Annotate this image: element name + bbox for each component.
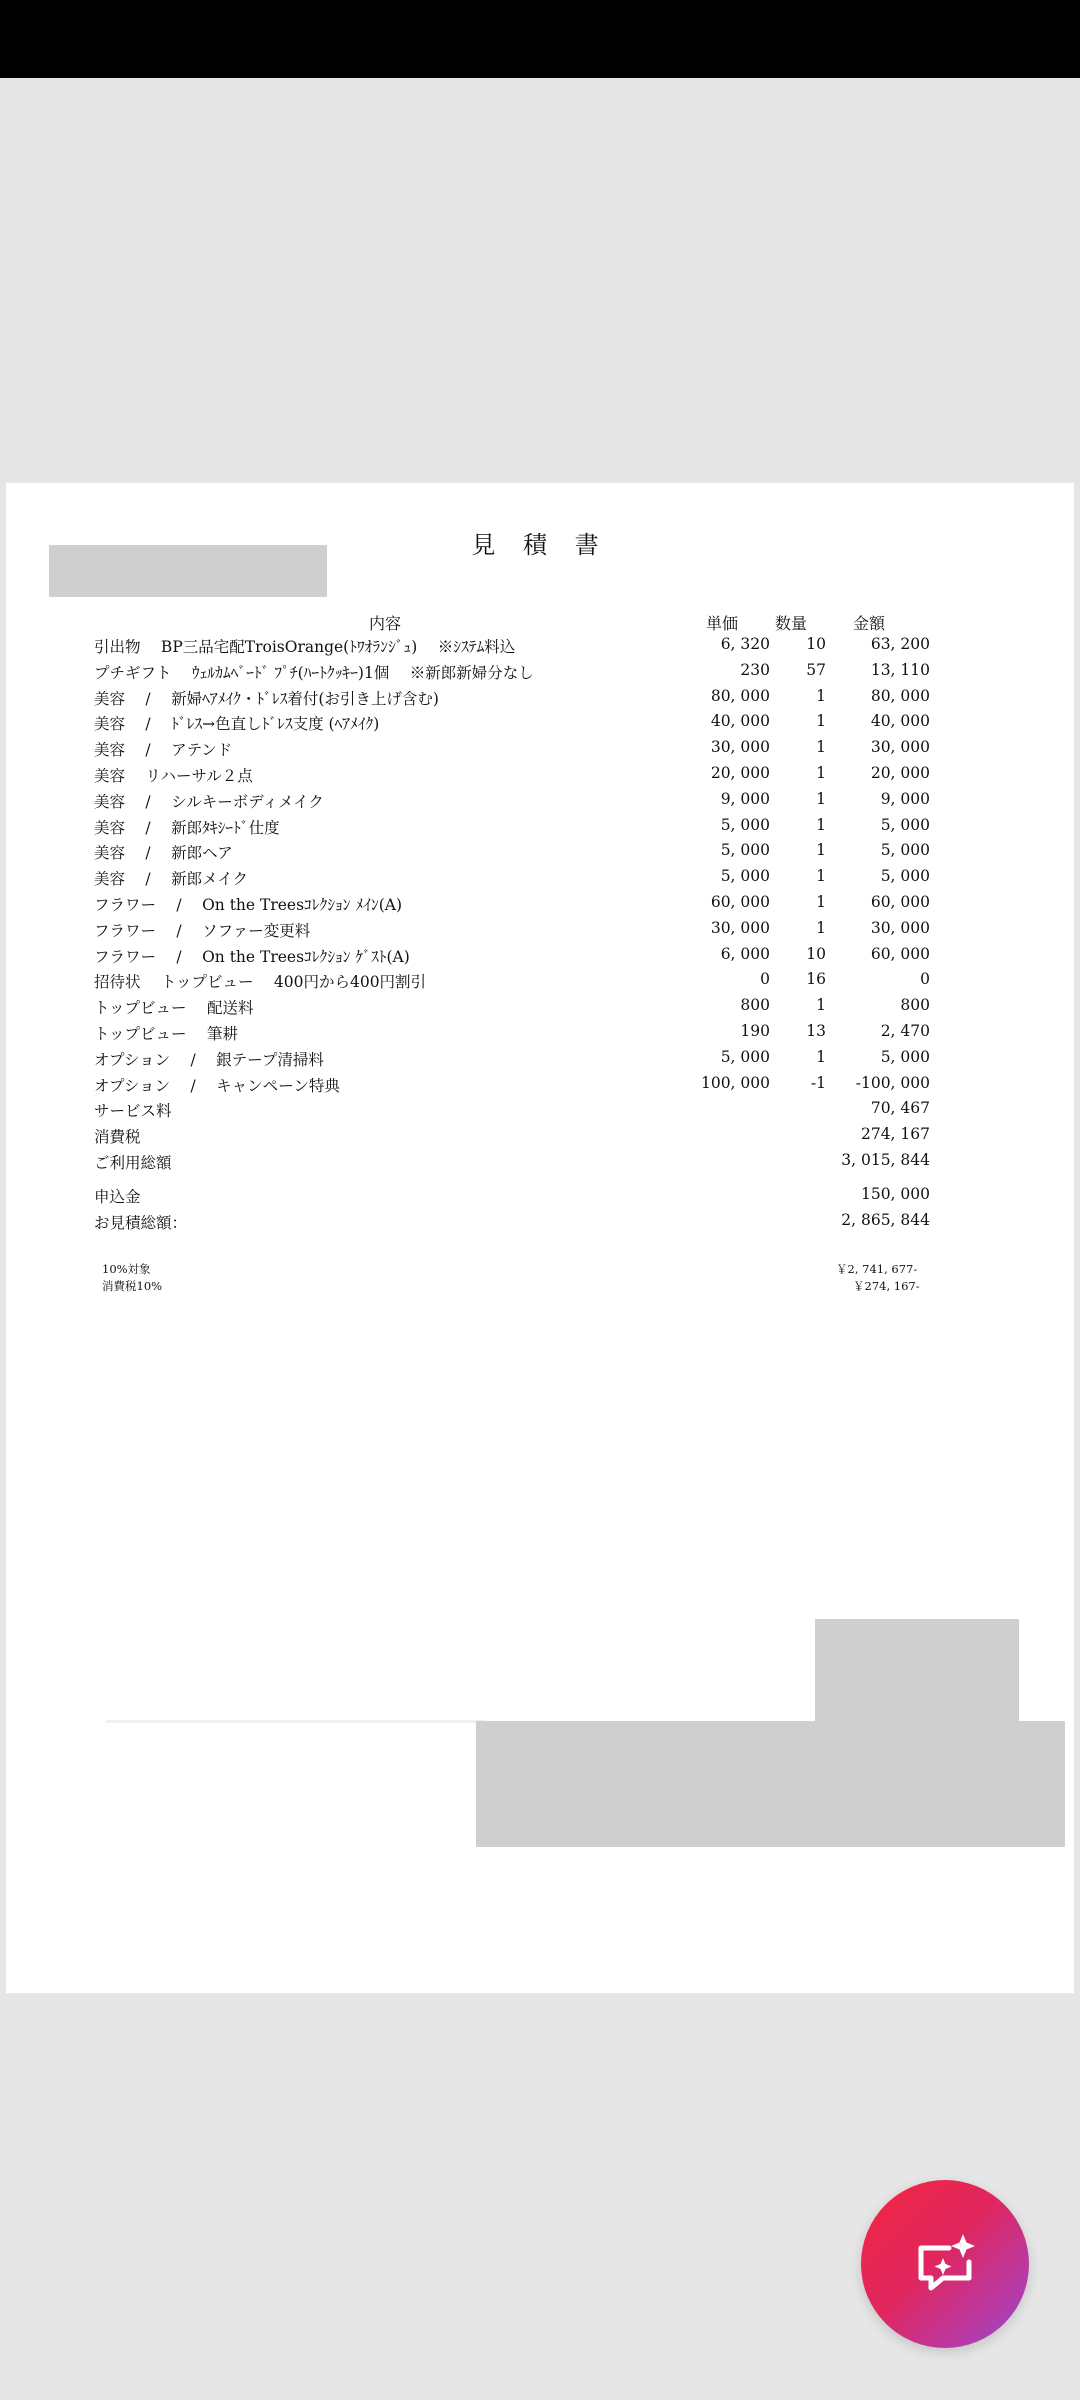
table-row xyxy=(94,661,930,687)
row-quantity: 1 xyxy=(816,867,826,886)
redacted-block-stamp xyxy=(815,1619,1019,1723)
row-description: 申込金 xyxy=(94,1187,141,1206)
row-amount: 60, 000 xyxy=(870,893,930,911)
row-amount: 0 xyxy=(920,970,930,989)
row-unit-price: 5, 000 xyxy=(720,1047,770,1066)
row-description: 美容 / アテンド xyxy=(94,741,233,760)
row-description: ご利用総額 xyxy=(94,1154,172,1172)
row-amount: 2, 470 xyxy=(880,1022,930,1040)
row-quantity: 10 xyxy=(806,635,826,653)
row-quantity: 13 xyxy=(806,1022,826,1040)
table-row xyxy=(94,970,930,996)
row-unit-price: 60, 000 xyxy=(710,893,770,911)
row-unit-price: 230 xyxy=(740,660,770,679)
row-amount: 30, 000 xyxy=(870,738,930,757)
row-description: 美容 / 新婦ﾍｱﾒｲｸ・ﾄﾞﾚｽ着付(お引き上げ含む) xyxy=(94,689,439,708)
table-row xyxy=(94,1151,930,1177)
row-unit-price: 190 xyxy=(740,1022,770,1040)
table-row xyxy=(94,790,930,816)
row-quantity: 1 xyxy=(816,841,826,860)
table-row xyxy=(94,893,930,919)
table-row xyxy=(94,687,930,713)
row-quantity: 1 xyxy=(816,789,826,808)
row-unit-price: 40, 000 xyxy=(710,712,770,731)
row-unit-price: 6, 000 xyxy=(720,944,770,963)
row-description: 美容 / 新郎メイク xyxy=(94,870,248,889)
row-description: オプション / 銀テープ清掃料 xyxy=(94,1050,324,1069)
row-description: フラワー / ソファー変更料 xyxy=(94,921,311,940)
redacted-block-recipient xyxy=(49,545,327,597)
tax-target-label: 10%対象 xyxy=(102,1262,151,1276)
row-quantity: 57 xyxy=(806,660,826,679)
row-description: 消費税 xyxy=(94,1128,141,1147)
row-quantity: 1 xyxy=(816,1047,826,1066)
row-unit-price: 5, 000 xyxy=(720,867,770,886)
redacted-block-signature xyxy=(476,1721,1065,1847)
row-unit-price: 20, 000 xyxy=(710,764,770,782)
table-row xyxy=(94,1185,930,1211)
row-description: オプション / キャンペーン特典 xyxy=(94,1076,340,1095)
ai-assist-button[interactable] xyxy=(861,2180,1029,2348)
row-description: 美容 リハーサル２点 xyxy=(94,767,253,785)
row-amount: 9, 000 xyxy=(880,789,930,808)
row-amount: 5, 000 xyxy=(880,841,930,860)
row-quantity: 1 xyxy=(816,815,826,834)
row-unit-price: 800 xyxy=(740,996,770,1015)
row-description: 美容 / シルキーボディメイク xyxy=(94,792,324,811)
row-amount: 60, 000 xyxy=(870,944,930,963)
row-unit-price: 5, 000 xyxy=(720,841,770,860)
document-page xyxy=(6,483,1074,1993)
row-quantity: 1 xyxy=(816,918,826,937)
row-amount: 70, 467 xyxy=(870,1099,930,1118)
row-description: 引出物 BP三品宅配TroisOrange(ﾄﾜｵﾗﾝｼﾞｭ) ※ｼｽﾃﾑ料込 xyxy=(94,638,516,656)
table-row xyxy=(94,738,930,764)
row-amount: 5, 000 xyxy=(880,867,930,886)
header-quantity: 数量 xyxy=(775,614,808,633)
table-row xyxy=(94,1099,930,1125)
table-row xyxy=(94,764,930,790)
tax-label: 消費税10% xyxy=(102,1279,163,1293)
table-row xyxy=(94,1211,930,1237)
row-amount: 150, 000 xyxy=(860,1184,930,1203)
row-amount: 5, 000 xyxy=(880,1047,930,1066)
tax-value: ￥274, 167- xyxy=(853,1279,920,1293)
row-quantity: 1 xyxy=(816,686,826,705)
row-quantity: 16 xyxy=(806,970,826,989)
row-amount: 5, 000 xyxy=(880,815,930,834)
sparkle-chat-icon xyxy=(909,2228,981,2300)
row-quantity: 1 xyxy=(816,712,826,731)
row-amount: 800 xyxy=(900,996,930,1015)
row-description: フラワー / On the Treesｺﾚｸｼｮﾝ ｹﾞｽﾄ(A) xyxy=(94,947,410,966)
header-amount: 金額 xyxy=(853,614,886,633)
row-description: お見積総額： xyxy=(94,1213,188,1232)
table-row xyxy=(94,1125,930,1151)
row-unit-price: 80, 000 xyxy=(710,686,770,705)
table-row xyxy=(94,841,930,867)
row-quantity: 1 xyxy=(816,996,826,1015)
row-description: サービス料 xyxy=(94,1102,172,1121)
row-unit-price: 9, 000 xyxy=(720,789,770,808)
row-quantity: 1 xyxy=(816,738,826,757)
row-quantity: 1 xyxy=(816,764,826,782)
row-quantity: -1 xyxy=(810,1073,826,1092)
row-unit-price: 30, 000 xyxy=(710,738,770,757)
header-description: 内容 xyxy=(369,614,402,633)
table-row xyxy=(94,816,930,842)
table-row xyxy=(94,867,930,893)
header-unit-price: 単価 xyxy=(706,614,739,633)
table-row xyxy=(94,919,930,945)
row-description: プチギフト ｳｪﾙｶﾑﾍﾞｰﾄﾞ ﾌﾟﾁ(ﾊｰﾄｸｯｷｰ)1個 ※新郎新婦分なし xyxy=(94,663,534,682)
table-row xyxy=(94,996,930,1022)
row-unit-price: 5, 000 xyxy=(720,815,770,834)
row-amount: 13, 110 xyxy=(870,660,930,679)
row-description: 美容 / 新郎ﾀｷｼｰﾄﾞ仕度 xyxy=(94,818,280,837)
row-unit-price: 0 xyxy=(760,970,770,989)
table-row xyxy=(94,1074,930,1100)
row-amount: 20, 000 xyxy=(870,764,930,782)
faint-scan-line xyxy=(106,1720,486,1723)
row-quantity: 10 xyxy=(806,944,826,963)
status-bar xyxy=(0,0,1080,78)
row-amount: 80, 000 xyxy=(870,686,930,705)
table-row xyxy=(94,1022,930,1048)
row-description: 美容 / ﾄﾞﾚｽ→色直しﾄﾞﾚｽ支度 (ﾍｱﾒｲｸ) xyxy=(94,715,380,734)
row-quantity: 1 xyxy=(816,893,826,911)
row-amount: 3, 015, 844 xyxy=(841,1151,930,1169)
table-row xyxy=(94,1048,930,1074)
row-description: フラワー / On the Treesｺﾚｸｼｮﾝ ﾒｲﾝ(A) xyxy=(94,896,403,914)
row-description: トップビュー 配送料 xyxy=(94,999,254,1018)
table-row xyxy=(94,945,930,971)
row-description: トップビュー 筆耕 xyxy=(94,1025,238,1043)
row-amount: -100, 000 xyxy=(855,1073,930,1092)
tax-target-value: ￥2, 741, 677- xyxy=(836,1262,918,1276)
row-description: 美容 / 新郎ヘア xyxy=(94,844,233,863)
row-amount: 274, 167 xyxy=(860,1125,930,1144)
row-description: 招待状 トップビュー 400円から400円割引 xyxy=(94,973,427,992)
row-amount: 40, 000 xyxy=(870,712,930,731)
row-unit-price: 30, 000 xyxy=(710,918,770,937)
row-amount: 2, 865, 844 xyxy=(841,1210,930,1229)
row-amount: 63, 200 xyxy=(870,635,930,653)
row-unit-price: 6, 320 xyxy=(720,635,770,653)
table-row xyxy=(94,712,930,738)
row-unit-price: 100, 000 xyxy=(700,1073,770,1092)
document-title: 見 積 書 xyxy=(471,531,609,559)
row-amount: 30, 000 xyxy=(870,918,930,937)
table-row xyxy=(94,635,930,661)
